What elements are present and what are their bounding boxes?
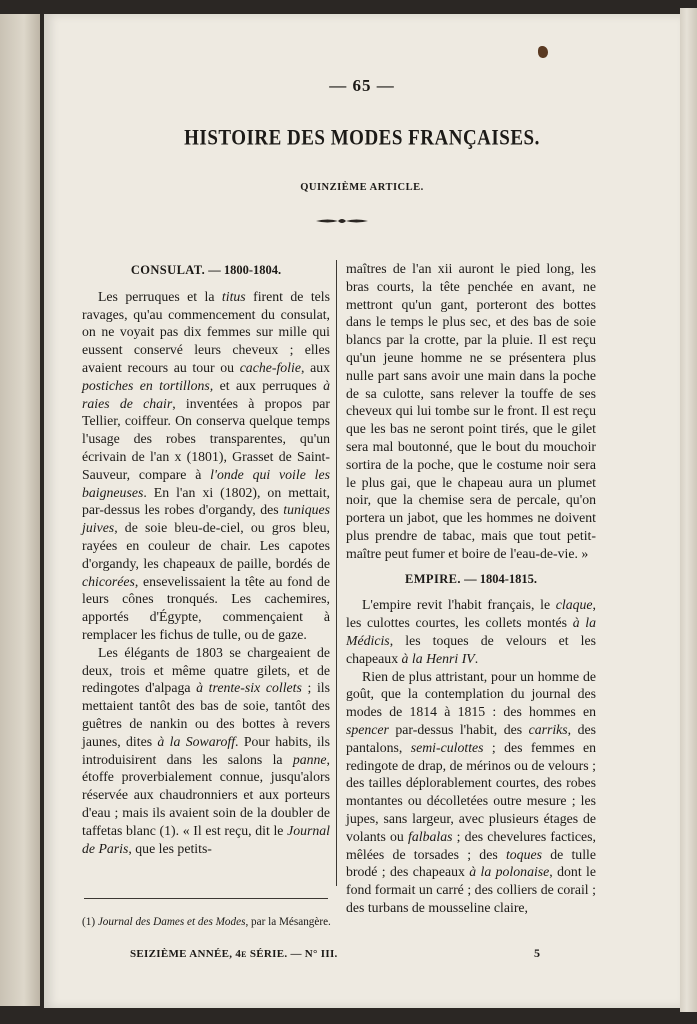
italic-text: à la Henri IV xyxy=(401,650,475,666)
signature-mark: 5 xyxy=(534,946,540,960)
paragraph: maîtres de l'an xii auront le pied long, les bras courts, la tête penchée en avant, ne mettront qu'un gant, porteront des bottes dans le temps le plus sec, et des bas de soie blancs par la crotte, par la pluie. Il est reçu qu'un jeune homme ne se présentera plus nulle part sans avoir une main dans la poche de sa culotte, sans relever la touffe de ses cheveux qui lui tombe sur le front. Il est reçu que les bas ne seront point tirés, que le gilet sera mal boutonné, que le bout du mouchoir sortira de la poche, que le costume noir sera le plus gai, que le chapeau aura un plumet noir, que la chemise sera de percale, qu'on portera un jabot, que les hommes ne doivent plus prendre de tabac, mais que tout petit-maître peut fumer et boire de l'eau-de-vie. » xyxy=(346,261,596,561)
ink-stain xyxy=(538,46,548,58)
italic-text: falbalas xyxy=(408,828,453,844)
italic-text: à raies de chair xyxy=(82,377,330,411)
italic-text: chicorées xyxy=(82,573,135,589)
right-column xyxy=(346,260,596,917)
previous-page-edge xyxy=(0,14,40,1006)
paragraph: Les élégants de 1803 se chargeaient de deux, trois et même quatre gilets, et de redingotes d'alpaga à trente-six collets ; ils mettaient tantôt des bas de soie, tantôt des guêtres de nankin ou des bottes à revers jaunes, dites à la Sowaroff. Pour habits, ils introduisirent dans les salons la panne, étoffe proverbialement connue, jusqu'alors réservée aux chaudronniers et aux porteurs d'eau ; mais ils avaient soin de la doubler de taffetas blanc (1). « Il est reçu, dit le Journal de Paris, que les petits- xyxy=(82,644,330,856)
next-pages-edge xyxy=(680,8,697,1012)
paragraph: L'empire revit l'habit français, le claque, les culottes courtes, les collets montés à la Médicis, les toques de velours et les chapeaux à la Henri IV. xyxy=(346,597,596,666)
section-heading-consulat: CONSULAT. — 1800-1804. xyxy=(130,263,282,277)
ornament-divider xyxy=(314,216,370,226)
paragraph: Les perruques et la titus firent de tels ravages, qu'au commencement du consulat, on ne voyait pas dix femmes sur mille qui eussent conservé leurs cheveux ; elles avaient recours au tour ou cache-folie, aux postiches en tortillons, et aux perruques à raies de chair, inventées à propos par Tellier, coiffeur. On conserva quelque temps l'usage des robes transparentes, qu'un écrivain de l'an x (1801), Grasset de Saint-Sauveur, compare à l'onde qui voile les baigneuses. En l'an xi (1802), on mettait, par-dessus les robes d'organdy, des tuniques juives, de soie bleu-de-ciel, ou gros bleu, rayées en couleur de chair. Les capotes d'organdy, les chapeaux de paille, bordés de chicorées, ensevelissaient la tête au fond de leurs cônes tronqués. Les cachemires, apportés d'Égypte, commençaient à remplacer les fichus de tulle, ou de gaze. xyxy=(82,288,331,642)
italic-text: spencer xyxy=(346,721,389,737)
column-divider xyxy=(336,260,337,886)
section-heading-empire: EMPIRE. — 1804-1815. xyxy=(405,571,537,586)
italic-text: tuniques juives xyxy=(82,502,330,536)
article-label: QUINZIÈME ARTICLE. xyxy=(300,182,424,193)
italic-text: semi-culottes xyxy=(410,739,484,755)
paragraph: Rien de plus attristant, pour un homme de goût, que la contemplation du journal des modes de 1814 à 1815 : des hommes en spencer par-dessus l'habit, des carriks, des pantalons, semi-culottes ; des femmes en redingote de drap, de mérinos ou de velours ; des tailles déplorablement courtes, des robes montantes ou décolletées outre mesure ; les jupes, sans largeur, avec plusieurs étages de volants ou falbalas ; des chevelures factices, mêlées de torsades ; des toques de tulle brodé ; des chapeaux à la polonaise, dont le fond formait un carré ; des colliers de corail ; des turbans de mousseline claire, xyxy=(346,668,596,915)
italic-text: carriks xyxy=(528,721,568,737)
italic-text: claque xyxy=(555,597,593,613)
italic-text: toques xyxy=(505,846,542,862)
footnote-rule xyxy=(84,898,328,899)
italic-text: titus xyxy=(221,288,246,304)
italic-text: à la Médicis xyxy=(346,615,596,648)
italic-text: à la polonaise xyxy=(469,864,550,880)
italic-text: postiches en tortillons, xyxy=(82,377,214,393)
book-page xyxy=(44,14,680,1008)
italic-text: à la Sowaroff xyxy=(157,733,236,749)
footnote: (1) Journal des Dames et des Modes, par la Mésangère. xyxy=(82,916,331,928)
issue-info: SEIZIÈME ANNÉE, 4e SÉRIE. — N° III. xyxy=(130,948,338,960)
italic-text: cache-folie xyxy=(239,359,301,375)
page-number: — 65 — xyxy=(329,76,395,95)
italic-text: l'onde qui voile les baigneuses xyxy=(82,466,330,500)
left-column xyxy=(82,260,330,857)
italic-text: à trente-six collets xyxy=(196,680,302,696)
italic-text: panne xyxy=(292,751,327,767)
italic-text: Journal de Paris xyxy=(82,822,330,856)
page-title: HISTOIRE DES MODES FRANÇAISES. xyxy=(184,126,540,151)
